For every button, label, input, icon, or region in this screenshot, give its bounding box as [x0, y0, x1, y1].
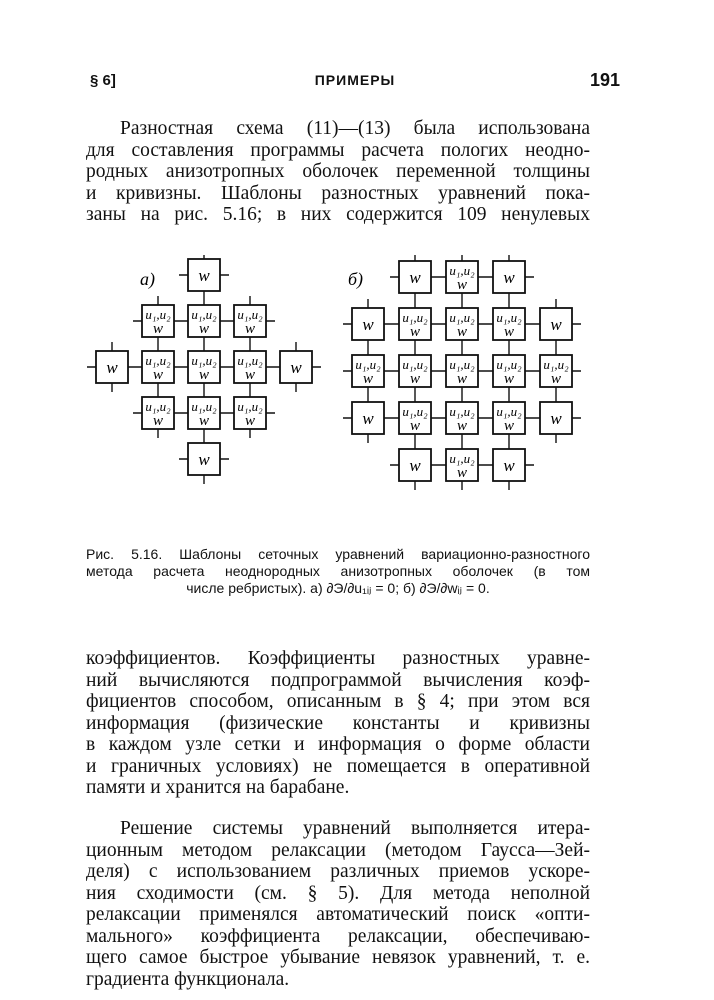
- text-line: заны на рис. 5.16; в них содержится 109 ненулевых: [86, 204, 590, 225]
- node-label: w: [198, 266, 210, 285]
- caption-line: метода расчета неоднородных анизотропных оболочек (в том: [86, 563, 590, 579]
- node-label: u₁,u₂: [191, 307, 217, 322]
- node-label: u₁,u₂: [237, 399, 263, 414]
- node-label: w: [409, 418, 421, 434]
- text-line: Решение системы уравнений выполняется итера-: [120, 818, 590, 839]
- text-line last: градиента функционала.: [86, 968, 290, 990]
- node-label: w: [503, 324, 515, 340]
- stencil-figure: [80, 255, 620, 545]
- node-label: u₁,u₂: [145, 307, 171, 322]
- paragraph-1: [86, 118, 590, 226]
- text-line: ний вычисляются подпрограммой вычисления коэф-: [86, 669, 590, 691]
- text-line: ния сходимости (см. § 5). Для метода неполной: [86, 882, 590, 904]
- text-line: информация (физические константы и кривизны: [86, 712, 590, 734]
- node-label: u₁,u₂: [145, 399, 171, 414]
- node-label: w: [198, 367, 210, 383]
- node-label: u₁,u₂: [496, 310, 522, 325]
- node-label: u₁,u₂: [402, 404, 428, 419]
- text-line: и кривизны. Шаблоны разностных уравнений пока-: [86, 182, 590, 204]
- text-line: и граничных условиях) не помещается в оперативной: [86, 755, 590, 777]
- node-label: w: [362, 371, 374, 387]
- node-label: u₁,u₂: [449, 357, 475, 372]
- node-label: w: [550, 371, 562, 387]
- page-number: 191: [589, 70, 620, 90]
- section-marker: § 6]: [90, 72, 116, 89]
- node-label: u₁,u₂: [449, 451, 475, 466]
- text-line: фициентов способом, описанным в § 4; при этом вся: [86, 691, 590, 712]
- node-label: u₁,u₂: [402, 310, 428, 325]
- node-label: w: [456, 418, 468, 434]
- node-label: w: [503, 268, 515, 287]
- paragraph-2: [86, 648, 590, 799]
- text-line: мального» коэффициента релаксации, обеспечиваю-: [86, 925, 590, 947]
- caption-line: Рис. 5.16. Шаблоны сеточных уравнений вариационно-разностного: [86, 546, 590, 562]
- node-label: w: [503, 371, 515, 387]
- text-line: щего самое быстрое убывание невязок уравнений, т. е.: [86, 947, 590, 968]
- node-label: w: [456, 465, 468, 481]
- figure-label-b: б): [348, 269, 364, 289]
- node-label: w: [244, 321, 256, 337]
- node-label: u₁,u₂: [355, 357, 381, 372]
- text-line: в каждом узле сетки и информация о форме области: [86, 734, 590, 755]
- text-line: родных анизотропных оболочек переменной толщины: [86, 161, 590, 182]
- text-line: для составления программы расчета пологих неодно-: [86, 139, 590, 161]
- stencil-b: [343, 255, 581, 490]
- node-label: w: [106, 358, 118, 377]
- text-line: ционным методом релаксации (методом Гаусса—Зей-: [86, 839, 590, 861]
- node-label: u₁,u₂: [237, 353, 263, 368]
- node-label: w: [198, 321, 210, 337]
- node-label: w: [198, 413, 210, 429]
- node-label: u₁,u₂: [543, 357, 569, 372]
- node-label: u₁,u₂: [237, 307, 263, 322]
- node-label: w: [362, 409, 374, 428]
- text-line last: памяти и хранится на барабане.: [86, 777, 350, 798]
- node-label: w: [550, 315, 562, 334]
- text-line: коэффициентов. Коэффициенты разностных уравне-: [86, 648, 590, 669]
- text-line: деля) с использованием различных приемов ускоре-: [86, 861, 590, 882]
- node-label: w: [152, 367, 164, 383]
- node-label: w: [503, 418, 515, 434]
- stencil-a: [87, 255, 321, 484]
- node-label: u₁,u₂: [496, 357, 522, 372]
- node-label: w: [409, 371, 421, 387]
- figure-label-a: а): [140, 269, 155, 289]
- node-label: u₁,u₂: [191, 399, 217, 414]
- node-label: u₁,u₂: [449, 310, 475, 325]
- node-label: u₁,u₂: [449, 404, 475, 419]
- node-label: w: [152, 413, 164, 429]
- node-label: w: [550, 409, 562, 428]
- node-label: u₁,u₂: [145, 353, 171, 368]
- node-label: w: [456, 371, 468, 387]
- node-label: w: [409, 268, 421, 287]
- node-label: u₁,u₂: [449, 263, 475, 278]
- node-label: w: [456, 277, 468, 293]
- node-label: u₁,u₂: [496, 404, 522, 419]
- node-label: w: [409, 324, 421, 340]
- node-label: w: [503, 456, 515, 475]
- node-label: w: [244, 367, 256, 383]
- figure-caption: [86, 546, 590, 597]
- node-label: w: [244, 413, 256, 429]
- caption-line: числе ребристых). а) ∂Э/∂u₁ᵢⱼ = 0; б) ∂Э/∂wᵢⱼ = 0.: [186, 580, 490, 596]
- paragraph-3: [86, 818, 590, 990]
- text-line: Разностная схема (11)—(13) была использована: [120, 118, 590, 139]
- node-label: w: [290, 358, 302, 377]
- running-title: ПРИМЕРЫ: [314, 72, 396, 88]
- text-line: релаксации применялся автоматический поиск «опти-: [86, 904, 590, 925]
- node-label: u₁,u₂: [402, 357, 428, 372]
- node-label: w: [198, 450, 210, 469]
- running-head: [90, 72, 620, 96]
- node-label: u₁,u₂: [191, 353, 217, 368]
- node-label: w: [456, 324, 468, 340]
- node-label: w: [152, 321, 164, 337]
- node-label: w: [362, 315, 374, 334]
- node-label: w: [409, 456, 421, 475]
